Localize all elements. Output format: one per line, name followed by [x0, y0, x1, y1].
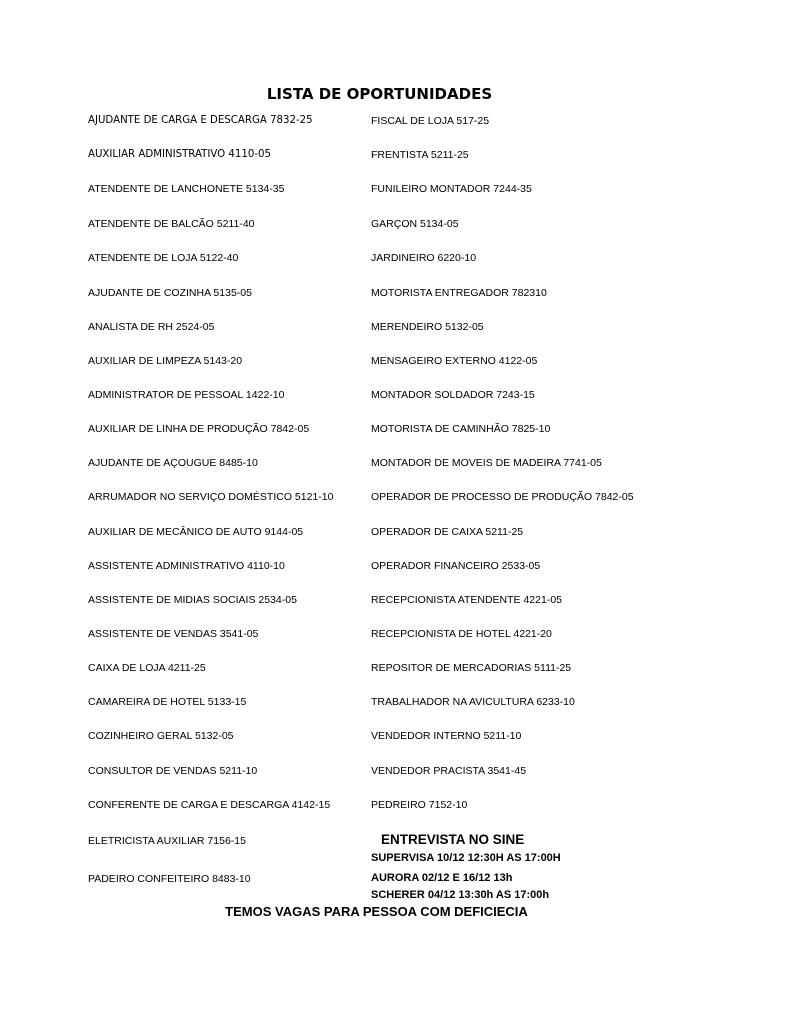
job-item: AJUDANTE DE CARGA E DESCARGA 7832-25 [88, 115, 313, 126]
job-item: CAIXA DE LOJA 4211-25 [88, 662, 206, 674]
job-item: FRENTISTA 5211-25 [371, 149, 469, 161]
sine-schedule-aurora: AURORA 02/12 E 16/12 13h [371, 872, 513, 884]
job-item: ASSISTENTE DE VENDAS 3541-05 [88, 628, 259, 640]
job-item: MOTORISTA DE CAMINHÃO 7825-10 [371, 423, 551, 435]
job-item: AUXILIAR ADMINISTRATIVO 4110-05 [88, 149, 271, 160]
job-item: ELETRICISTA AUXILIAR 7156-15 [88, 835, 246, 847]
job-item: ARRUMADOR NO SERVIÇO DOMÉSTICO 5121-10 [88, 491, 334, 503]
job-item: MOTORISTA ENTREGADOR 782310 [371, 287, 547, 299]
job-item: AJUDANTE DE COZINHA 5135-05 [88, 287, 252, 299]
job-item: ATENDENTE DE LANCHONETE 5134-35 [88, 183, 285, 195]
job-item: REPOSITOR DE MERCADORIAS 5111-25 [371, 662, 572, 674]
job-item: MONTADOR DE MOVEIS DE MADEIRA 7741-05 [371, 457, 602, 469]
job-item: JARDINEIRO 6220-10 [371, 252, 477, 264]
page-title: LISTA DE OPORTUNIDADES [266, 85, 493, 103]
job-item: COZINHEIRO GERAL 5132-05 [88, 730, 234, 742]
job-item: RECEPCIONISTA DE HOTEL 4221-20 [371, 628, 552, 640]
job-item: CAMAREIRA DE HOTEL 5133-15 [88, 696, 247, 708]
footer-note: TEMOS VAGAS PARA PESSOA COM DEFICIECIA [225, 904, 528, 919]
job-item: ATENDENTE DE LOJA 5122-40 [88, 252, 239, 264]
sine-heading: ENTREVISTA NO SINE [381, 832, 525, 847]
job-item: GARÇON 5134-05 [371, 218, 459, 230]
job-item: ADMINISTRATOR DE PESSOAL 1422-10 [88, 389, 285, 401]
job-item: OPERADOR DE PROCESSO DE PRODUÇÃO 7842-05 [371, 491, 634, 503]
job-item: TRABALHADOR NA AVICULTURA 6233-10 [371, 696, 575, 708]
job-item: MERENDEIRO 5132-05 [371, 321, 484, 333]
job-item: ANALISTA DE RH 2524-05 [88, 321, 215, 333]
job-item: VENDEDOR PRACISTA 3541-45 [371, 765, 527, 777]
job-item: AUXILIAR DE LIMPEZA 5143-20 [88, 355, 243, 367]
job-item: MENSAGEIRO EXTERNO 4122-05 [371, 355, 538, 367]
job-item: MONTADOR SOLDADOR 7243-15 [371, 389, 535, 401]
job-item: AUXILIAR DE LINHA DE PRODUÇÃO 7842-05 [88, 423, 310, 435]
job-item: ASSISTENTE ADMINISTRATIVO 4110-10 [88, 560, 285, 572]
job-item: ASSISTENTE DE MIDIAS SOCIAIS 2534-05 [88, 594, 297, 606]
job-item: PEDREIRO 7152-10 [371, 799, 468, 811]
job-item: CONSULTOR DE VENDAS 5211-10 [88, 765, 258, 777]
job-item: FISCAL DE LOJA 517-25 [371, 115, 490, 127]
job-item: OPERADOR FINANCEIRO 2533-05 [371, 560, 541, 572]
sine-schedule-scherer: SCHERER 04/12 13:30h AS 17:00h [371, 889, 550, 901]
job-item: AJUDANTE DE AÇOUGUE 8485-10 [88, 457, 258, 469]
job-item: RECEPCIONISTA ATENDENTE 4221-05 [371, 594, 563, 606]
job-item: VENDEDOR INTERNO 5211-10 [371, 730, 522, 742]
job-item: OPERADOR DE CAIXA 5211-25 [371, 526, 524, 538]
job-item: ATENDENTE DE BALCÃO 5211-40 [88, 218, 255, 230]
job-item: FUNILEIRO MONTADOR 7244-35 [371, 183, 532, 195]
job-item: PADEIRO CONFEITEIRO 8483-10 [88, 873, 251, 885]
job-item: AUXILIAR DE MECÂNICO DE AUTO 9144-05 [88, 526, 304, 538]
sine-schedule-supervisa: SUPERVISA 10/12 12:30H AS 17:00H [371, 852, 561, 864]
job-item: CONFERENTE DE CARGA E DESCARGA 4142-15 [88, 799, 331, 811]
